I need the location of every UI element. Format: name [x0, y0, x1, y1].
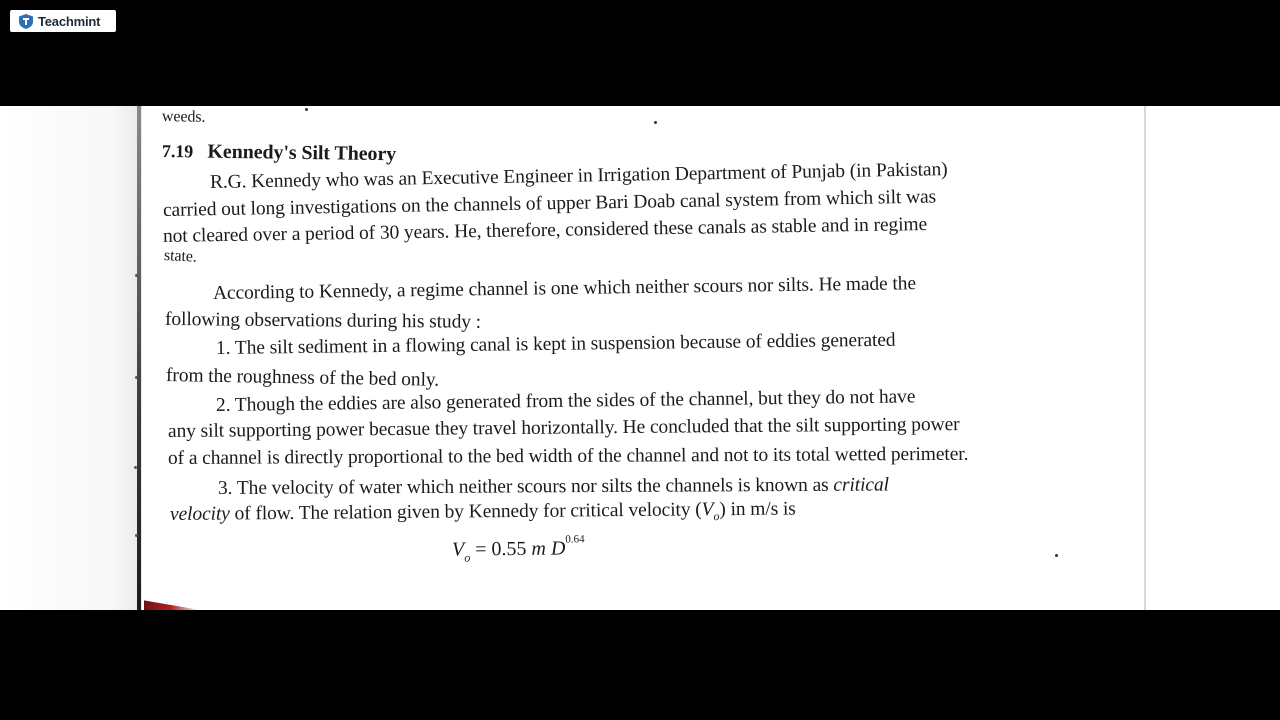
math-subscript: o [713, 509, 720, 524]
math-variable: D [545, 537, 566, 560]
text-span: 3. The velocity of water which neither scours nor silts the channels is known as [217, 474, 834, 499]
text-line: 1. The silt sediment in a flowing canal is kept in suspension because of eddies generated [215, 329, 896, 359]
math-exponent: 0.64 [565, 533, 585, 546]
teachmint-logo [10, 10, 116, 32]
page-right-edge [1144, 106, 1146, 610]
text-line: 2. Though the eddies are also generated from the sides of the channel, but they do not have [215, 386, 916, 416]
kennedy-formula [452, 533, 585, 565]
text-line: of a channel is directly proportional to the bed width of the channel and not to its total wetted perimeter. [167, 443, 969, 469]
section-number: 7.19 [161, 141, 194, 162]
text-line: from the roughness of the bed only. [165, 365, 440, 391]
text-line [170, 499, 796, 529]
text-line: carried out long investigations on the channels of upper Bari Doab canal system from which silt was [162, 186, 937, 221]
page-margin-shade [0, 106, 142, 610]
math-variable: V [451, 538, 465, 561]
text-line: R.G. Kennedy who was an Executive Engineer in Irrigation Department of Punjab (in Pakistan) [209, 159, 948, 193]
text-span: ) in m/s is [719, 498, 796, 521]
book-page [0, 106, 1280, 610]
book-cover-corner [144, 594, 200, 610]
shield-icon [19, 14, 33, 29]
text-line: state. [163, 247, 198, 266]
text-line: weeds. [161, 108, 206, 126]
text-line: not cleared over a period of 30 years. He, therefore, considered these canals as stable and in regime [162, 213, 928, 247]
brand-name: Teachmint [38, 13, 101, 29]
section-heading [162, 140, 396, 166]
italic-term: critical [833, 474, 889, 496]
text-line: following observations during his study : [164, 309, 482, 333]
text-line: any silt supporting power becasue they travel horizontally. He concluded that the silt supporting power [167, 414, 960, 442]
math-equals: = 0.55 [470, 537, 532, 561]
text-line [218, 474, 889, 500]
text-span: of flow. The relation given by Kennedy for critical velocity ( [229, 499, 702, 525]
math-variable: m [531, 537, 547, 560]
section-title: Kennedy's Silt Theory [207, 140, 397, 166]
math-variable: V [701, 499, 714, 521]
math-subscript: o [464, 550, 471, 565]
italic-term: velocity [169, 503, 230, 525]
text-line: According to Kennedy, a regime channel is one which neither scours nor silts. He made the [212, 273, 917, 304]
